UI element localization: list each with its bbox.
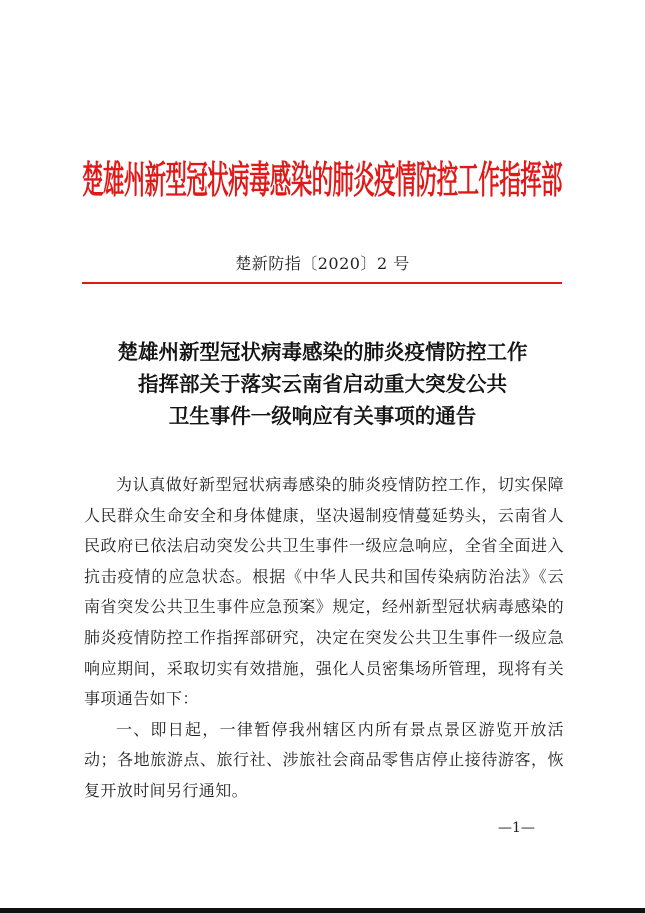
red-separator-line — [82, 282, 562, 284]
title-line-3: 卫生事件一级响应有关事项的通告 — [168, 404, 477, 428]
document-number: 楚新防指〔2020〕2 号 — [235, 254, 410, 273]
page-bottom-edge — [0, 908, 645, 913]
document-body — [84, 470, 564, 807]
title-line-1: 楚雄州新型冠状病毒感染的肺炎疫情防控工作 — [117, 340, 528, 364]
page-number: —1— — [498, 820, 535, 836]
title-line-2: 指挥部关于落实云南省启动重大突发公共 — [138, 372, 507, 396]
body-paragraph-item-1: 一、即日起，一律暂停我州辖区内所有景点景区游览开放活动；各地旅游点、旅行社、涉旅社会商品零售店停止接待游客，恢复开放时间另行通知。 — [84, 719, 564, 800]
document-title — [40, 336, 605, 432]
body-paragraph-intro: 为认真做好新型冠状病毒感染的肺炎疫情防控工作，切实保障人民群众生命安全和身体健康，坚决遏制疫情蔓延势头，云南省人民政府已依法启动突发公共卫生事件一级应急响应，全省全面进入抗击疫情的应急状态。根据《中华人民共和国传染病防治法》《云南省突发公共卫生事件应急预案》规定，经州新型冠状病毒感染的肺炎疫情防控工作指挥部研究，决定在突发公共卫生事件一级应急响应期间，采取切实有效措施，强化人员密集场所管理，现将有关事项通告如下： — [84, 475, 564, 709]
issuer-red-header: 楚雄州新型冠状病毒感染的肺炎疫情防控工作指挥部 — [82, 157, 563, 202]
